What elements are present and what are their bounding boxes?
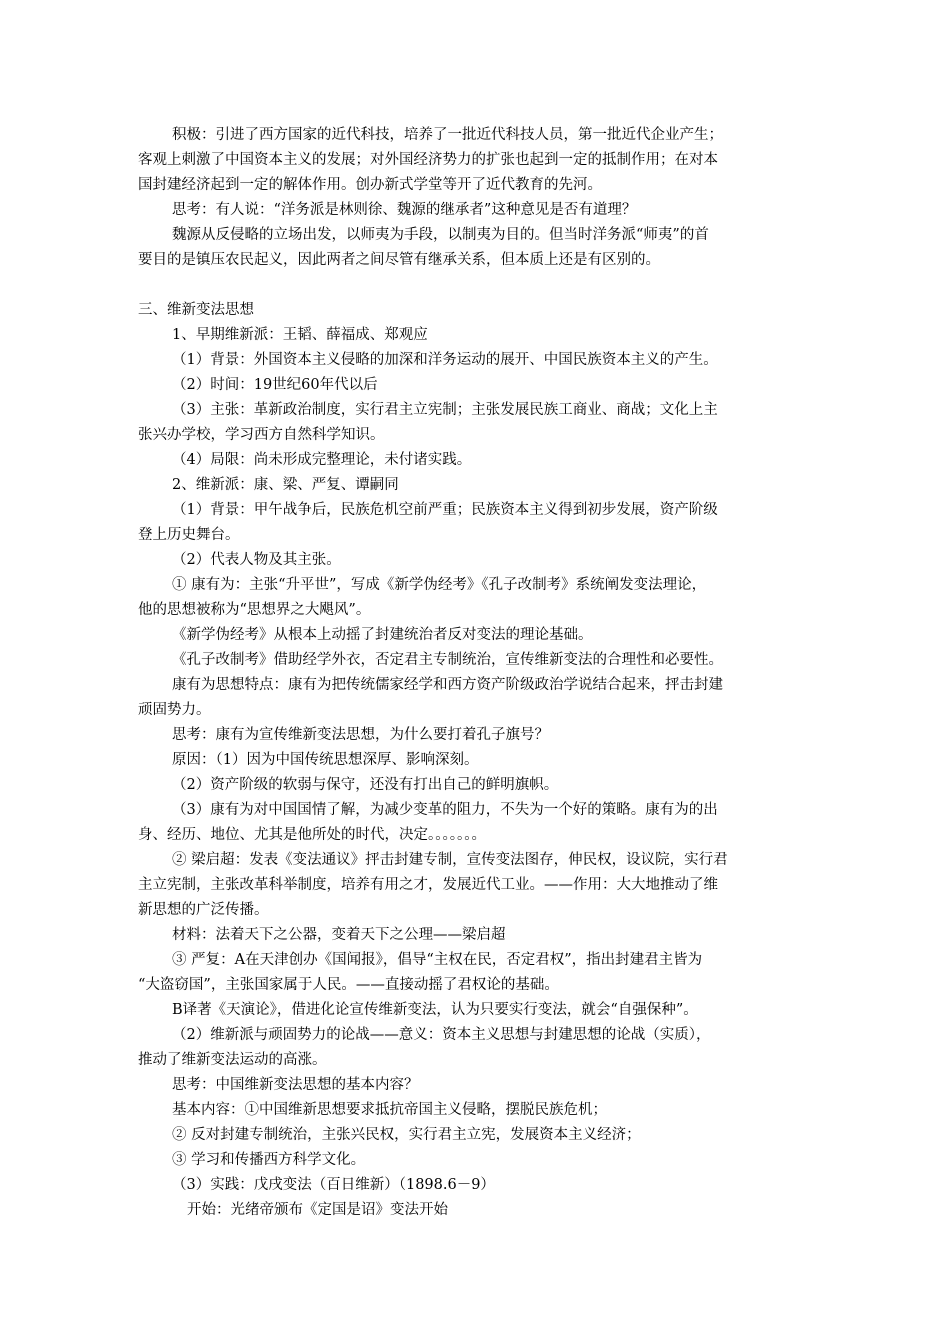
text-line: ③ 严复：A在天津创办《国闻报》，倡导“主权在民，否定君权”，指出封建君主皆为 — [172, 952, 703, 968]
text-line: ③ 学习和传播西方科学文化。 — [172, 1152, 366, 1168]
subsection-heading: 2、维新派：康、梁、严复、谭嗣同 — [172, 477, 399, 493]
text-line: 新思想的广泛传播。 — [138, 902, 269, 918]
text-line: “大盗窃国”，主张国家属于人民。——直接动摇了君权论的基础。 — [138, 977, 559, 993]
text-line: （2）代表人物及其主张。 — [172, 552, 341, 568]
text-line: （3）主张：革新政治制度，实行君主立宪制；主张发展民族工商业、商战；文化上主 — [172, 402, 718, 418]
text-line: （2）维新派与顽固势力的论战——意义：资本主义思想与封建思想的论战（实质）， — [172, 1027, 711, 1043]
text-line: 推动了维新变法运动的高涨。 — [138, 1052, 327, 1068]
text-line: （2）时间：19世纪60年代以后 — [172, 377, 378, 393]
text-line: 《新学伪经考》从根本上动摇了封建统治者反对变法的理论基础。 — [172, 627, 593, 643]
text-line: 基本内容：①中国维新思想要求抵抗帝国主义侵略，摆脱民族危机； — [172, 1102, 607, 1118]
text-line: 客观上刺激了中国资本主义的发展；对外国经济势力的扩张也起到一定的抵制作用；在对本 — [138, 152, 718, 168]
text-line: （2）资产阶级的软弱与保守，还没有打出自己的鲜明旗帜。 — [172, 777, 559, 793]
text-line: 顽固势力。 — [138, 702, 211, 718]
text-line: 原因：（1）因为中国传统思想深厚、影响深刻。 — [172, 752, 479, 768]
text-line: 思考：中国维新变法思想的基本内容？ — [172, 1077, 419, 1093]
text-line: ① 康有为：主张“升平世”，写成《新学伪经考》《孔子改制考》系统阐发变法理论， — [172, 577, 707, 593]
text-line: 要目的是镇压农民起义，因此两者之间尽管有继承关系，但本质上还是有区别的。 — [138, 252, 660, 268]
text-line: （1）背景：外国资本主义侵略的加深和洋务运动的展开、中国民族资本主义的产生。 — [172, 352, 718, 368]
text-line: 魏源从反侵略的立场出发，以师夷为手段，以制夷为目的。但当时洋务派“师夷”的首 — [172, 227, 709, 243]
text-line: 《孔子改制考》借助经学外衣，否定君主专制统治，宣传维新变法的合理性和必要性。 — [172, 652, 723, 668]
text-line: ② 反对封建专制统治，主张兴民权，实行君主立宪，发展资本主义经济； — [172, 1127, 641, 1143]
section-heading: 三、维新变法思想 — [138, 302, 254, 318]
text-line: （3）实践：戊戌变法（百日维新）（1898.6－9） — [172, 1177, 495, 1193]
text-line: 积极：引进了西方国家的近代科技，培养了一批近代科技人员，第一批近代企业产生； — [172, 127, 723, 143]
text-line: （1）背景：甲午战争后，民族危机空前严重；民族资本主义得到初步发展，资产阶级 — [172, 502, 718, 518]
text-line: 思考：康有为宣传维新变法思想，为什么要打着孔子旗号？ — [172, 727, 549, 743]
text-line: 康有为思想特点：康有为把传统儒家经学和西方资产阶级政治学说结合起来，抨击封建 — [172, 677, 723, 693]
text-line: 登上历史舞台。 — [138, 527, 240, 543]
text-line: B译著《天演论》，借进化论宣传维新变法，认为只要实行变法，就会“自强保种”。 — [172, 1002, 698, 1018]
text-line: 思考：有人说：“洋务派是林则徐、魏源的继承者”这种意见是否有道理？ — [172, 202, 637, 218]
text-line: ② 梁启超：发表《变法通议》抨击封建专制，宣传变法图存，伸民权，设议院，实行君 — [172, 852, 728, 868]
text-line: 开始：光绪帝颁布《定国是诏》变法开始 — [187, 1202, 448, 1218]
text-line: 他的思想被称为“思想界之大飓风”。 — [138, 602, 371, 618]
text-line: 国封建经济起到一定的解体作用。创办新式学堂等开了近代教育的先河。 — [138, 177, 602, 193]
text-line: 材料：法着天下之公器，变着天下之公理——梁启超 — [172, 927, 506, 943]
text-line: （4）局限：尚未形成完整理论，未付诸实践。 — [172, 452, 472, 468]
text-line: （3）康有为对中国国情了解，为减少变革的阻力，不失为一个好的策略。康有为的出 — [172, 802, 718, 818]
text-line: 张兴办学校，学习西方自然科学知识。 — [138, 427, 385, 443]
text-line: 身、经历、地位、尤其是他所处的时代，决定。。。。。。。 — [138, 827, 486, 843]
text-line: 主立宪制，主张改革科举制度，培养有用之才，发展近代工业。——作用：大大地推动了维 — [138, 877, 718, 893]
subsection-heading: 1、早期维新派：王韬、薛福成、郑观应 — [172, 327, 428, 343]
